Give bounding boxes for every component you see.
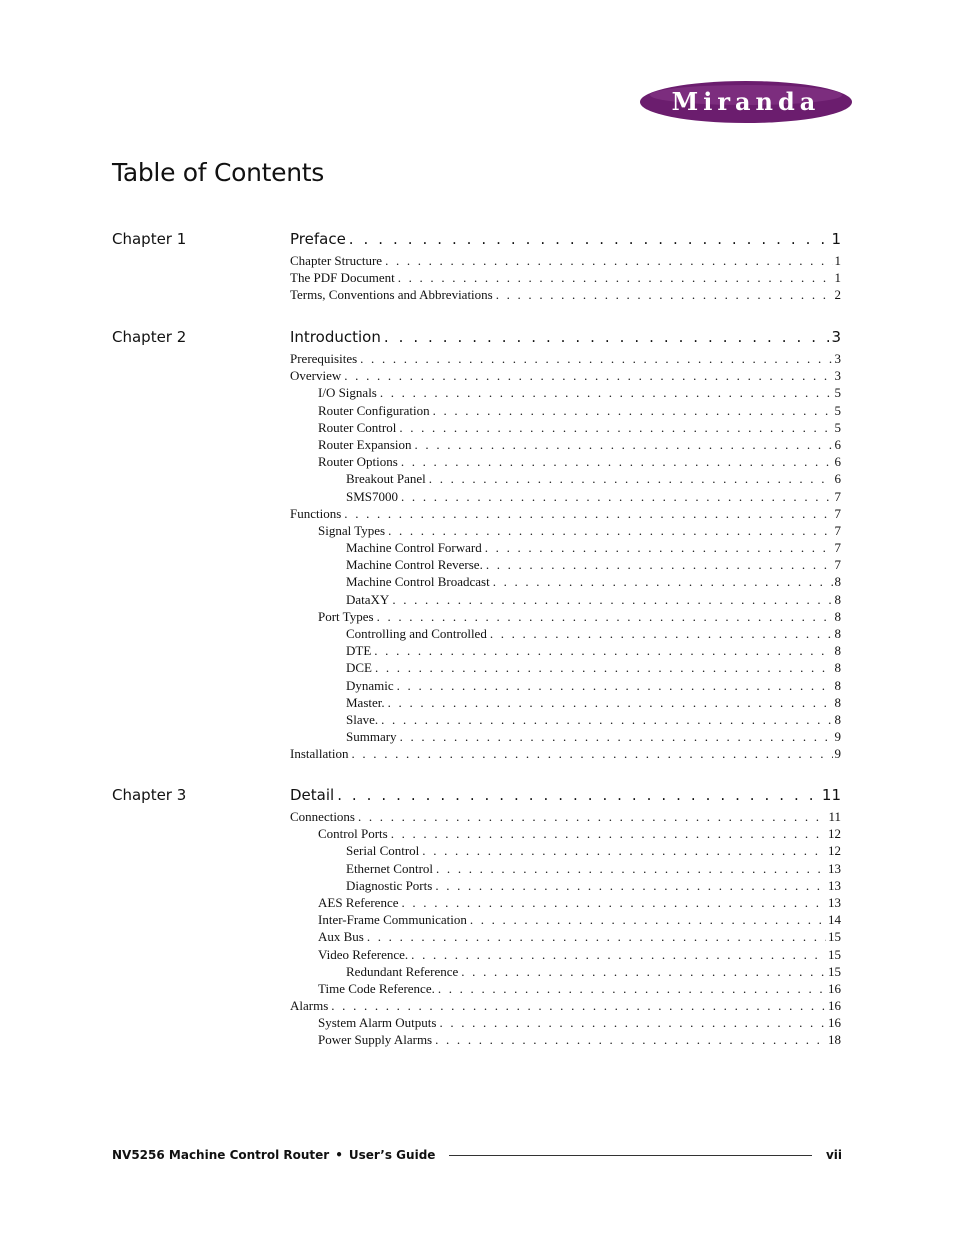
dot-leader xyxy=(439,1014,826,1031)
toc-entry[interactable] xyxy=(290,694,841,711)
dot-leader xyxy=(349,230,830,248)
toc-entry-page: 8 xyxy=(834,643,841,659)
toc-entry[interactable] xyxy=(290,505,841,522)
dot-leader xyxy=(392,591,832,608)
toc-entry-title: Machine Control Reverse. xyxy=(346,557,483,573)
toc-entry-title: Serial Control xyxy=(346,843,420,859)
footer-page-number: vii xyxy=(825,1148,842,1162)
toc-entry-page: 13 xyxy=(828,860,841,876)
toc-entry-page: 3 xyxy=(834,368,841,384)
toc-entry-page: 12 xyxy=(828,843,841,859)
toc-entry[interactable] xyxy=(290,842,841,859)
toc-entry-page: 16 xyxy=(828,1015,841,1031)
toc-entry-title: SMS7000 xyxy=(346,488,399,504)
toc-entry-title: Controlling and Controlled xyxy=(346,626,487,641)
toc-entry-title: Router Expansion xyxy=(318,436,412,452)
toc-entry[interactable] xyxy=(290,625,841,642)
dot-leader xyxy=(388,694,833,711)
toc-entry[interactable] xyxy=(290,745,841,762)
toc-entry-page: 8 xyxy=(834,677,841,693)
toc-entry-page: 1 xyxy=(834,253,841,268)
toc-entry-title: AES Reference xyxy=(318,894,399,910)
toc-entry-page: 9 xyxy=(834,729,841,745)
chapter-title: Preface xyxy=(290,230,346,248)
dot-leader xyxy=(337,786,820,804)
toc-entry-title: Machine Control Forward xyxy=(346,540,482,556)
toc-entry-page: 7 xyxy=(834,488,841,504)
toc-entry[interactable] xyxy=(290,608,841,625)
toc-entry[interactable] xyxy=(290,539,841,556)
dot-leader xyxy=(485,539,833,556)
chapter-page: 11 xyxy=(821,786,841,804)
dot-leader xyxy=(331,997,826,1014)
toc-entry-page: 7 xyxy=(834,540,841,556)
dot-leader xyxy=(360,350,832,367)
toc-entry-page: 8 xyxy=(834,660,841,676)
toc-entry-page: 15 xyxy=(828,963,841,979)
toc-entry-title: Machine Control Broadcast xyxy=(346,574,490,590)
dot-leader xyxy=(381,711,832,728)
toc-entry[interactable] xyxy=(290,402,841,419)
toc-entry-page: 7 xyxy=(834,522,841,538)
dot-leader xyxy=(435,877,826,894)
toc-entry[interactable] xyxy=(290,488,841,505)
toc-entry[interactable] xyxy=(290,1014,841,1031)
dot-leader xyxy=(398,269,833,286)
toc-entry-title: Dynamic xyxy=(346,677,394,693)
toc-entry-title: System Alarm Outputs xyxy=(318,1015,437,1031)
toc-entry[interactable] xyxy=(290,711,841,728)
toc-entry-page: 6 xyxy=(834,436,841,452)
chapter-label: Chapter 3 xyxy=(112,786,187,804)
toc-entry-title: Time Code Reference. xyxy=(318,980,435,996)
dot-leader xyxy=(377,608,833,625)
dot-leader xyxy=(400,728,833,745)
toc-entry-title: Router Options xyxy=(318,454,398,470)
dot-leader xyxy=(496,286,833,303)
footer-guide: User’s Guide xyxy=(348,1148,436,1162)
toc-entry-page: 7 xyxy=(834,505,841,521)
dot-leader xyxy=(367,928,826,945)
dot-leader xyxy=(422,842,826,859)
miranda-logo xyxy=(638,78,854,126)
dot-leader xyxy=(435,1031,826,1048)
dot-leader xyxy=(486,556,833,573)
toc-entries xyxy=(290,252,841,304)
toc-entry-title: The PDF Document xyxy=(290,270,395,286)
toc-entry-title: Router Control xyxy=(318,419,397,435)
toc-entry[interactable] xyxy=(290,946,841,963)
toc-entry-title: Video Reference. xyxy=(318,946,409,962)
toc-entry-title: I/O Signals xyxy=(318,385,377,401)
toc-entry[interactable] xyxy=(290,419,841,436)
toc-entries xyxy=(290,808,841,1049)
toc-entry-title: Port Types xyxy=(318,608,374,624)
toc-entry-title: Breakout Panel xyxy=(346,471,426,487)
chapter-title-link[interactable] xyxy=(290,230,841,248)
toc-entry[interactable] xyxy=(290,367,841,384)
toc-entry-page: 5 xyxy=(834,419,841,435)
toc-entry-page: 13 xyxy=(828,894,841,910)
toc-entry-page: 7 xyxy=(834,557,841,573)
dot-leader xyxy=(384,328,830,346)
chapter-label: Chapter 2 xyxy=(112,328,187,346)
chapter-title: Introduction xyxy=(290,328,381,346)
toc-entry-page: 1 xyxy=(834,270,841,286)
toc-entry-title: Ethernet Control xyxy=(346,860,434,876)
toc-entry-title: Router Configuration xyxy=(318,402,430,418)
toc-entry-title: Prerequisites xyxy=(290,351,358,366)
toc-entry-page: 12 xyxy=(828,826,841,842)
toc-entry[interactable] xyxy=(290,825,841,842)
chapter-page: 3 xyxy=(831,328,841,346)
toc-entry-title: DCE xyxy=(346,660,372,676)
dot-leader xyxy=(411,946,826,963)
toc-entry-page: 8 xyxy=(834,711,841,727)
dot-leader xyxy=(397,677,833,694)
toc-entry[interactable] xyxy=(290,573,841,590)
toc-entry-page: 16 xyxy=(828,998,841,1014)
toc-entry[interactable] xyxy=(290,286,841,303)
toc-entry-title: DataXY xyxy=(346,591,390,607)
toc-entry[interactable] xyxy=(290,642,841,659)
toc-entry-page: 8 xyxy=(834,608,841,624)
dot-leader xyxy=(401,453,833,470)
toc-entry[interactable] xyxy=(290,894,841,911)
toc-entry[interactable] xyxy=(290,269,841,286)
toc-entry-page: 9 xyxy=(834,746,841,762)
chapter-title-link[interactable] xyxy=(290,786,841,804)
toc-entry-title: DTE xyxy=(346,643,372,659)
chapter-title-link[interactable] xyxy=(290,328,841,346)
toc-entry-title: Chapter Structure xyxy=(290,253,383,268)
footer-rule xyxy=(449,1155,812,1156)
toc-entry-title: Aux Bus xyxy=(318,929,364,945)
footer-separator: • xyxy=(335,1148,343,1162)
toc-entry-page: 5 xyxy=(834,402,841,418)
toc-entry[interactable] xyxy=(290,980,841,997)
chapter-label: Chapter 1 xyxy=(112,230,187,248)
toc-entry-page: 2 xyxy=(834,287,841,303)
toc-entry[interactable] xyxy=(290,591,841,608)
toc-entries xyxy=(290,350,841,763)
page-footer xyxy=(112,1146,842,1164)
toc-entry-page: 13 xyxy=(828,877,841,893)
toc-entry[interactable] xyxy=(290,911,841,928)
toc-entry[interactable] xyxy=(290,384,841,401)
toc-entry-title: Master. xyxy=(346,694,385,710)
toc-entry[interactable] xyxy=(290,659,841,676)
dot-leader xyxy=(391,825,826,842)
toc-entry[interactable] xyxy=(290,677,841,694)
dot-leader xyxy=(375,659,833,676)
dot-leader xyxy=(380,384,833,401)
toc-entry-title: Overview xyxy=(290,368,342,384)
dot-leader xyxy=(402,894,827,911)
toc-entry-page: 11 xyxy=(828,809,841,824)
dot-leader xyxy=(436,860,826,877)
toc-entry-page: 3 xyxy=(834,351,841,366)
toc-entry-page: 15 xyxy=(828,929,841,945)
toc-entry-page: 6 xyxy=(834,454,841,470)
toc-entry-title: Connections xyxy=(290,809,355,824)
toc-entry-page: 6 xyxy=(834,471,841,487)
dot-leader xyxy=(415,436,833,453)
toc-entry-title: Inter-Frame Communication xyxy=(318,912,467,928)
toc-entry-page: 8 xyxy=(834,694,841,710)
dot-leader xyxy=(429,470,833,487)
dot-leader xyxy=(344,505,832,522)
toc-entry[interactable] xyxy=(290,808,841,825)
dot-leader xyxy=(401,488,832,505)
dot-leader xyxy=(433,402,833,419)
toc-entry-title: Slave. xyxy=(346,711,379,727)
toc-entry[interactable] xyxy=(290,877,841,894)
toc-entry[interactable] xyxy=(290,728,841,745)
toc-entry-title: Functions xyxy=(290,505,342,521)
toc-entry-page: 15 xyxy=(828,946,841,962)
dot-leader xyxy=(461,963,826,980)
toc-entry-page: 5 xyxy=(834,385,841,401)
toc-entry-title: Terms, Conventions and Abbreviations xyxy=(290,287,493,303)
dot-leader xyxy=(438,980,826,997)
toc-entry[interactable] xyxy=(290,928,841,945)
dot-leader xyxy=(490,625,833,642)
toc-entry[interactable] xyxy=(290,453,841,470)
chapter-page: 1 xyxy=(831,230,841,248)
chapter-title: Detail xyxy=(290,786,335,804)
toc-entry-page: 8 xyxy=(834,591,841,607)
toc-entry-title: Diagnostic Ports xyxy=(346,877,433,893)
toc-entry[interactable] xyxy=(290,997,841,1014)
dot-leader xyxy=(493,573,833,590)
toc-entry-title: Installation xyxy=(290,746,349,762)
toc-entry-page: 14 xyxy=(828,912,841,928)
page-title: Table of Contents xyxy=(112,158,324,187)
dot-leader xyxy=(399,419,832,436)
logo-text: Miranda xyxy=(671,87,821,116)
toc-entry-title: Control Ports xyxy=(318,826,388,842)
toc-entry-page: 18 xyxy=(828,1032,841,1048)
toc-entry-title: Signal Types xyxy=(318,522,386,538)
toc-entry-page: 8 xyxy=(834,626,841,641)
toc-entry[interactable] xyxy=(290,470,841,487)
toc-entry[interactable] xyxy=(290,522,841,539)
toc-entry-page: 8 xyxy=(834,574,841,590)
toc-entry[interactable] xyxy=(290,436,841,453)
footer-product: NV5256 Machine Control Router xyxy=(112,1148,330,1162)
toc-entry[interactable] xyxy=(290,350,841,367)
dot-leader xyxy=(352,745,833,762)
toc-entry-title: Summary xyxy=(346,729,397,745)
toc-entry-page: 16 xyxy=(828,980,841,996)
dot-leader xyxy=(385,252,832,269)
toc-entry-title: Alarms xyxy=(290,998,329,1014)
toc-entry[interactable] xyxy=(290,556,841,573)
toc-entry[interactable] xyxy=(290,1031,841,1048)
toc-entry-title: Power Supply Alarms xyxy=(318,1032,433,1048)
toc-entry-title: Redundant Reference xyxy=(346,963,459,979)
toc-entry[interactable] xyxy=(290,860,841,877)
dot-leader xyxy=(344,367,832,384)
toc-entry[interactable] xyxy=(290,963,841,980)
toc-entry[interactable] xyxy=(290,252,841,269)
dot-leader xyxy=(470,911,826,928)
dot-leader xyxy=(388,522,832,539)
dot-leader xyxy=(358,808,826,825)
dot-leader xyxy=(374,642,832,659)
